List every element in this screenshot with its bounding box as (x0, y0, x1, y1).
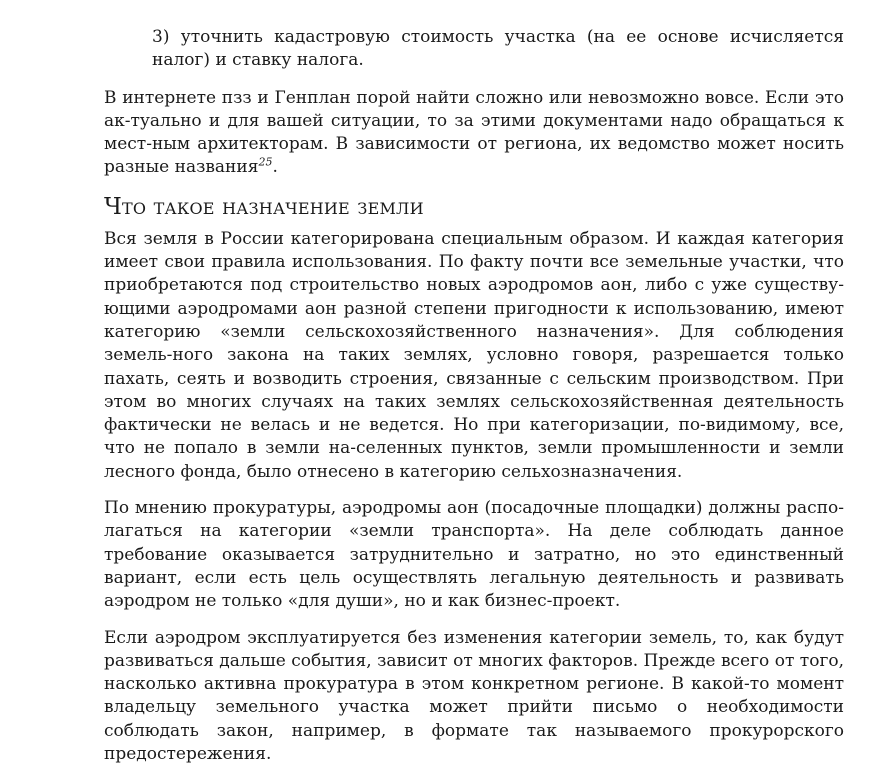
list-item-3 (104, 26, 844, 73)
paragraph-consequences (104, 627, 844, 766)
paragraph-intro-tail: . (272, 157, 278, 178)
paragraph-prosecutor-opinion-text: По мнению прокуратуры, аэродромы аон (посадочные площадки) должны распо-лагаться на категории «земли транспорта». На деле соблюдать данное требование оказывается затруднительно и затратно, но это единственный вариант, если есть цель осуществлять легальную деятельность и развивать аэродром не только «для души», но и как бизнес-проект. (104, 498, 844, 612)
paragraph-land-categories (104, 228, 844, 484)
paragraph-prosecutor-opinion (104, 497, 844, 613)
paragraph-intro-text: В интернете пзз и Генплан порой найти сложно или невозможно вовсе. Если это ак-туально и для вашей ситуации, то за этими документами надо обращаться к мест-ным архитекторам. В зависимости от региона, их ведомство может носить разные названия (104, 87, 844, 178)
list-item-text: 3) уточнить кадастровую стоимость участка (на ее основе исчисляется налог) и ставку налога. (152, 27, 844, 71)
paragraph-intro (104, 87, 844, 180)
paragraph-consequences-text: Если аэродром эксплуатируется без изменения категории земель, то, как будут развиваться дальше события, зависит от многих факторов. Прежде всего от того, насколько активна прокуратура в этом конкретном регионе. В какой-то момент владельцу земельного участка может прийти письмо о необходимости соблюдать закон, например, в формате так называемого прокурорского предостережения. (104, 627, 844, 765)
paragraph-land-categories-text: Вся земля в России категорирована специальным образом. И каждая категория имеет свои правила использования. По факту почти все земельные участки, что приобретаются под строительство новых аэродромов аон, либо с уже существу-ющими аэродромами аон разной степени пригодности к использованию, имеют категорию «земли сельскохозяйственного назначения». Для соблюдения земель-ного закона на таких землях, условно говоря, разрешается только пахать, сеять и возводить строения, связанные с сельским производством. При этом во многих случаях на таких землях сельскохозяйственная деятельность фактически не велась и не ведется. Но при категоризации, по-видимому, все, что не попало в земли на-селенных пунктов, земли промышленности и земли лесного фонда, было отнесено в категорию сельхозназначения. (104, 228, 844, 482)
footnote-marker[interactable]: 25 (258, 155, 273, 169)
section-heading: Что такое назначение земли (104, 193, 424, 220)
